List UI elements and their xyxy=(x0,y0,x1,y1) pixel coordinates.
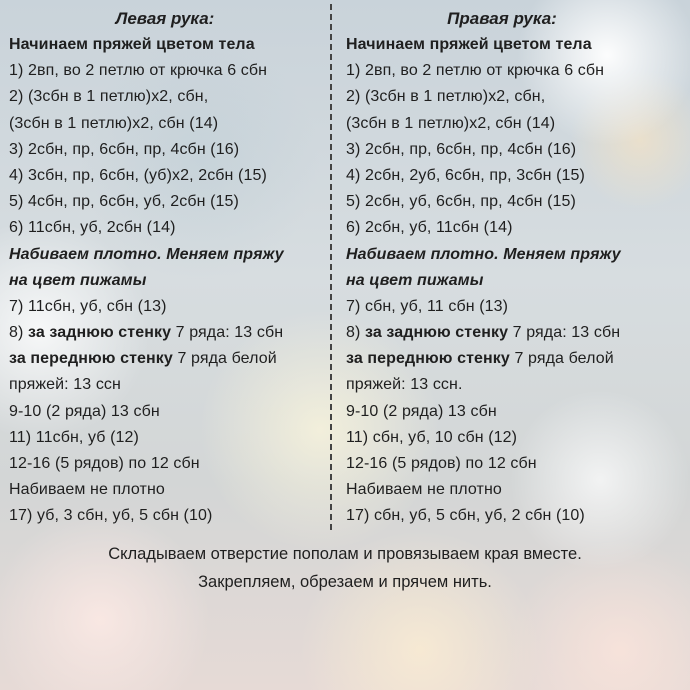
right-stuffing-note-a: Набиваем плотно. Меняем пряжу xyxy=(346,245,621,263)
column-divider xyxy=(330,4,332,530)
left-row-9-10: 9-10 (2 ряда) 13 сбн xyxy=(9,402,160,420)
left-row-2a: 2) (3сбн в 1 петлю)х2, сбн, xyxy=(9,88,209,106)
right-row-8 xyxy=(346,320,676,346)
left-stuffing-note-a: Набиваем плотно. Меняем пряжу xyxy=(9,245,284,263)
left-stuffing-note-b: на цвет пижамы xyxy=(9,271,147,289)
right-row-12-16: 12-16 (5 рядов) по 12 сбн xyxy=(346,455,537,472)
left-arm-title: Левая рука: xyxy=(115,9,215,28)
left-row-4: 4) 3сбн, пр, 6сбн, (уб)х2, 2сбн (15) xyxy=(9,166,267,184)
left-row-12-16: 12-16 (5 рядов) по 12 сбн xyxy=(9,455,200,472)
footer-line-1: Складываем отверстие пополам и провязываем края вместе. xyxy=(108,545,582,563)
right-row-1: 1) 2вп, во 2 петлю от крючка 6 сбн xyxy=(346,62,605,80)
left-front-loop-line xyxy=(9,346,339,372)
left-front-loop-rest: 7 ряда белой xyxy=(172,350,277,368)
left-front-loop: за переднюю стенку xyxy=(9,350,173,368)
right-arm-column xyxy=(346,6,676,530)
right-row-2b: (3сбн в 1 петлю)х2, сбн (14) xyxy=(346,114,556,132)
right-front-loop-line-b: пряжей: 13 ссн. xyxy=(346,376,463,394)
right-row-9-10: 9-10 (2 ряда) 13 сбн xyxy=(346,402,497,420)
footer-line-2: Закрепляем, обрезаем и прячем нить. xyxy=(198,573,492,591)
left-row-1: 1) 2вп, во 2 петлю от крючка 6 сбн xyxy=(9,62,268,80)
right-row-8-back-loop: за заднюю стенку xyxy=(364,324,509,342)
left-front-loop-line-b: пряжей: 13 ссн xyxy=(9,376,121,394)
left-row-8-back-loop: за заднюю стенку xyxy=(27,324,172,342)
left-arm-column xyxy=(9,6,339,530)
left-row-17: 17) уб, 3 сбн, уб, 5 сбн (10) xyxy=(9,507,213,525)
right-front-loop-line xyxy=(346,346,676,372)
right-row-8-rest: 7 ряда: 13 сбн xyxy=(508,324,621,342)
right-row-8-number: 8) xyxy=(346,324,365,342)
right-stuff-loose: Набиваем не плотно xyxy=(346,481,502,499)
left-row-8-rest: 7 ряда: 13 сбн xyxy=(171,324,284,342)
left-row-2b: (3сбн в 1 петлю)х2, сбн (14) xyxy=(9,114,219,132)
right-row-2a: 2) (3сбн в 1 петлю)х2, сбн, xyxy=(346,88,546,106)
right-arm-title: Правая рука: xyxy=(447,9,557,28)
right-front-loop: за переднюю стенку xyxy=(346,350,510,368)
left-stuff-loose: Набиваем не плотно xyxy=(9,481,165,499)
left-row-8 xyxy=(9,320,339,346)
left-row-8-number: 8) xyxy=(9,324,28,342)
left-row-6: 6) 11сбн, уб, 2сбн (14) xyxy=(9,219,176,237)
left-row-5: 5) 4сбн, пр, 6сбн, уб, 2сбн (15) xyxy=(9,193,239,211)
right-row-11: 11) сбн, уб, 10 сбн (12) xyxy=(346,428,518,446)
left-row-11: 11) 11сбн, уб (12) xyxy=(9,428,139,446)
left-row-3: 3) 2сбн, пр, 6сбн, пр, 4сбн (16) xyxy=(9,140,240,158)
right-stuffing-note-b: на цвет пижамы xyxy=(346,271,484,289)
right-start-heading: Начинаем пряжей цветом тела xyxy=(346,36,592,53)
right-row-7: 7) сбн, уб, 11 сбн (13) xyxy=(346,297,509,315)
right-row-6: 6) 2сбн, уб, 11сбн (14) xyxy=(346,219,513,237)
right-row-4: 4) 2сбн, 2уб, 6сбн, пр, 3сбн (15) xyxy=(346,166,585,184)
right-row-3: 3) 2сбн, пр, 6сбн, пр, 4сбн (16) xyxy=(346,140,577,158)
finishing-instructions xyxy=(0,540,690,596)
right-front-loop-rest: 7 ряда белой xyxy=(509,350,614,368)
right-row-17: 17) сбн, уб, 5 сбн, уб, 2 сбн (10) xyxy=(346,507,585,525)
left-row-7: 7) 11сбн, уб, сбн (13) xyxy=(9,297,167,315)
left-start-heading: Начинаем пряжей цветом тела xyxy=(9,36,255,53)
right-row-5: 5) 2сбн, уб, 6сбн, пр, 4сбн (15) xyxy=(346,193,576,211)
